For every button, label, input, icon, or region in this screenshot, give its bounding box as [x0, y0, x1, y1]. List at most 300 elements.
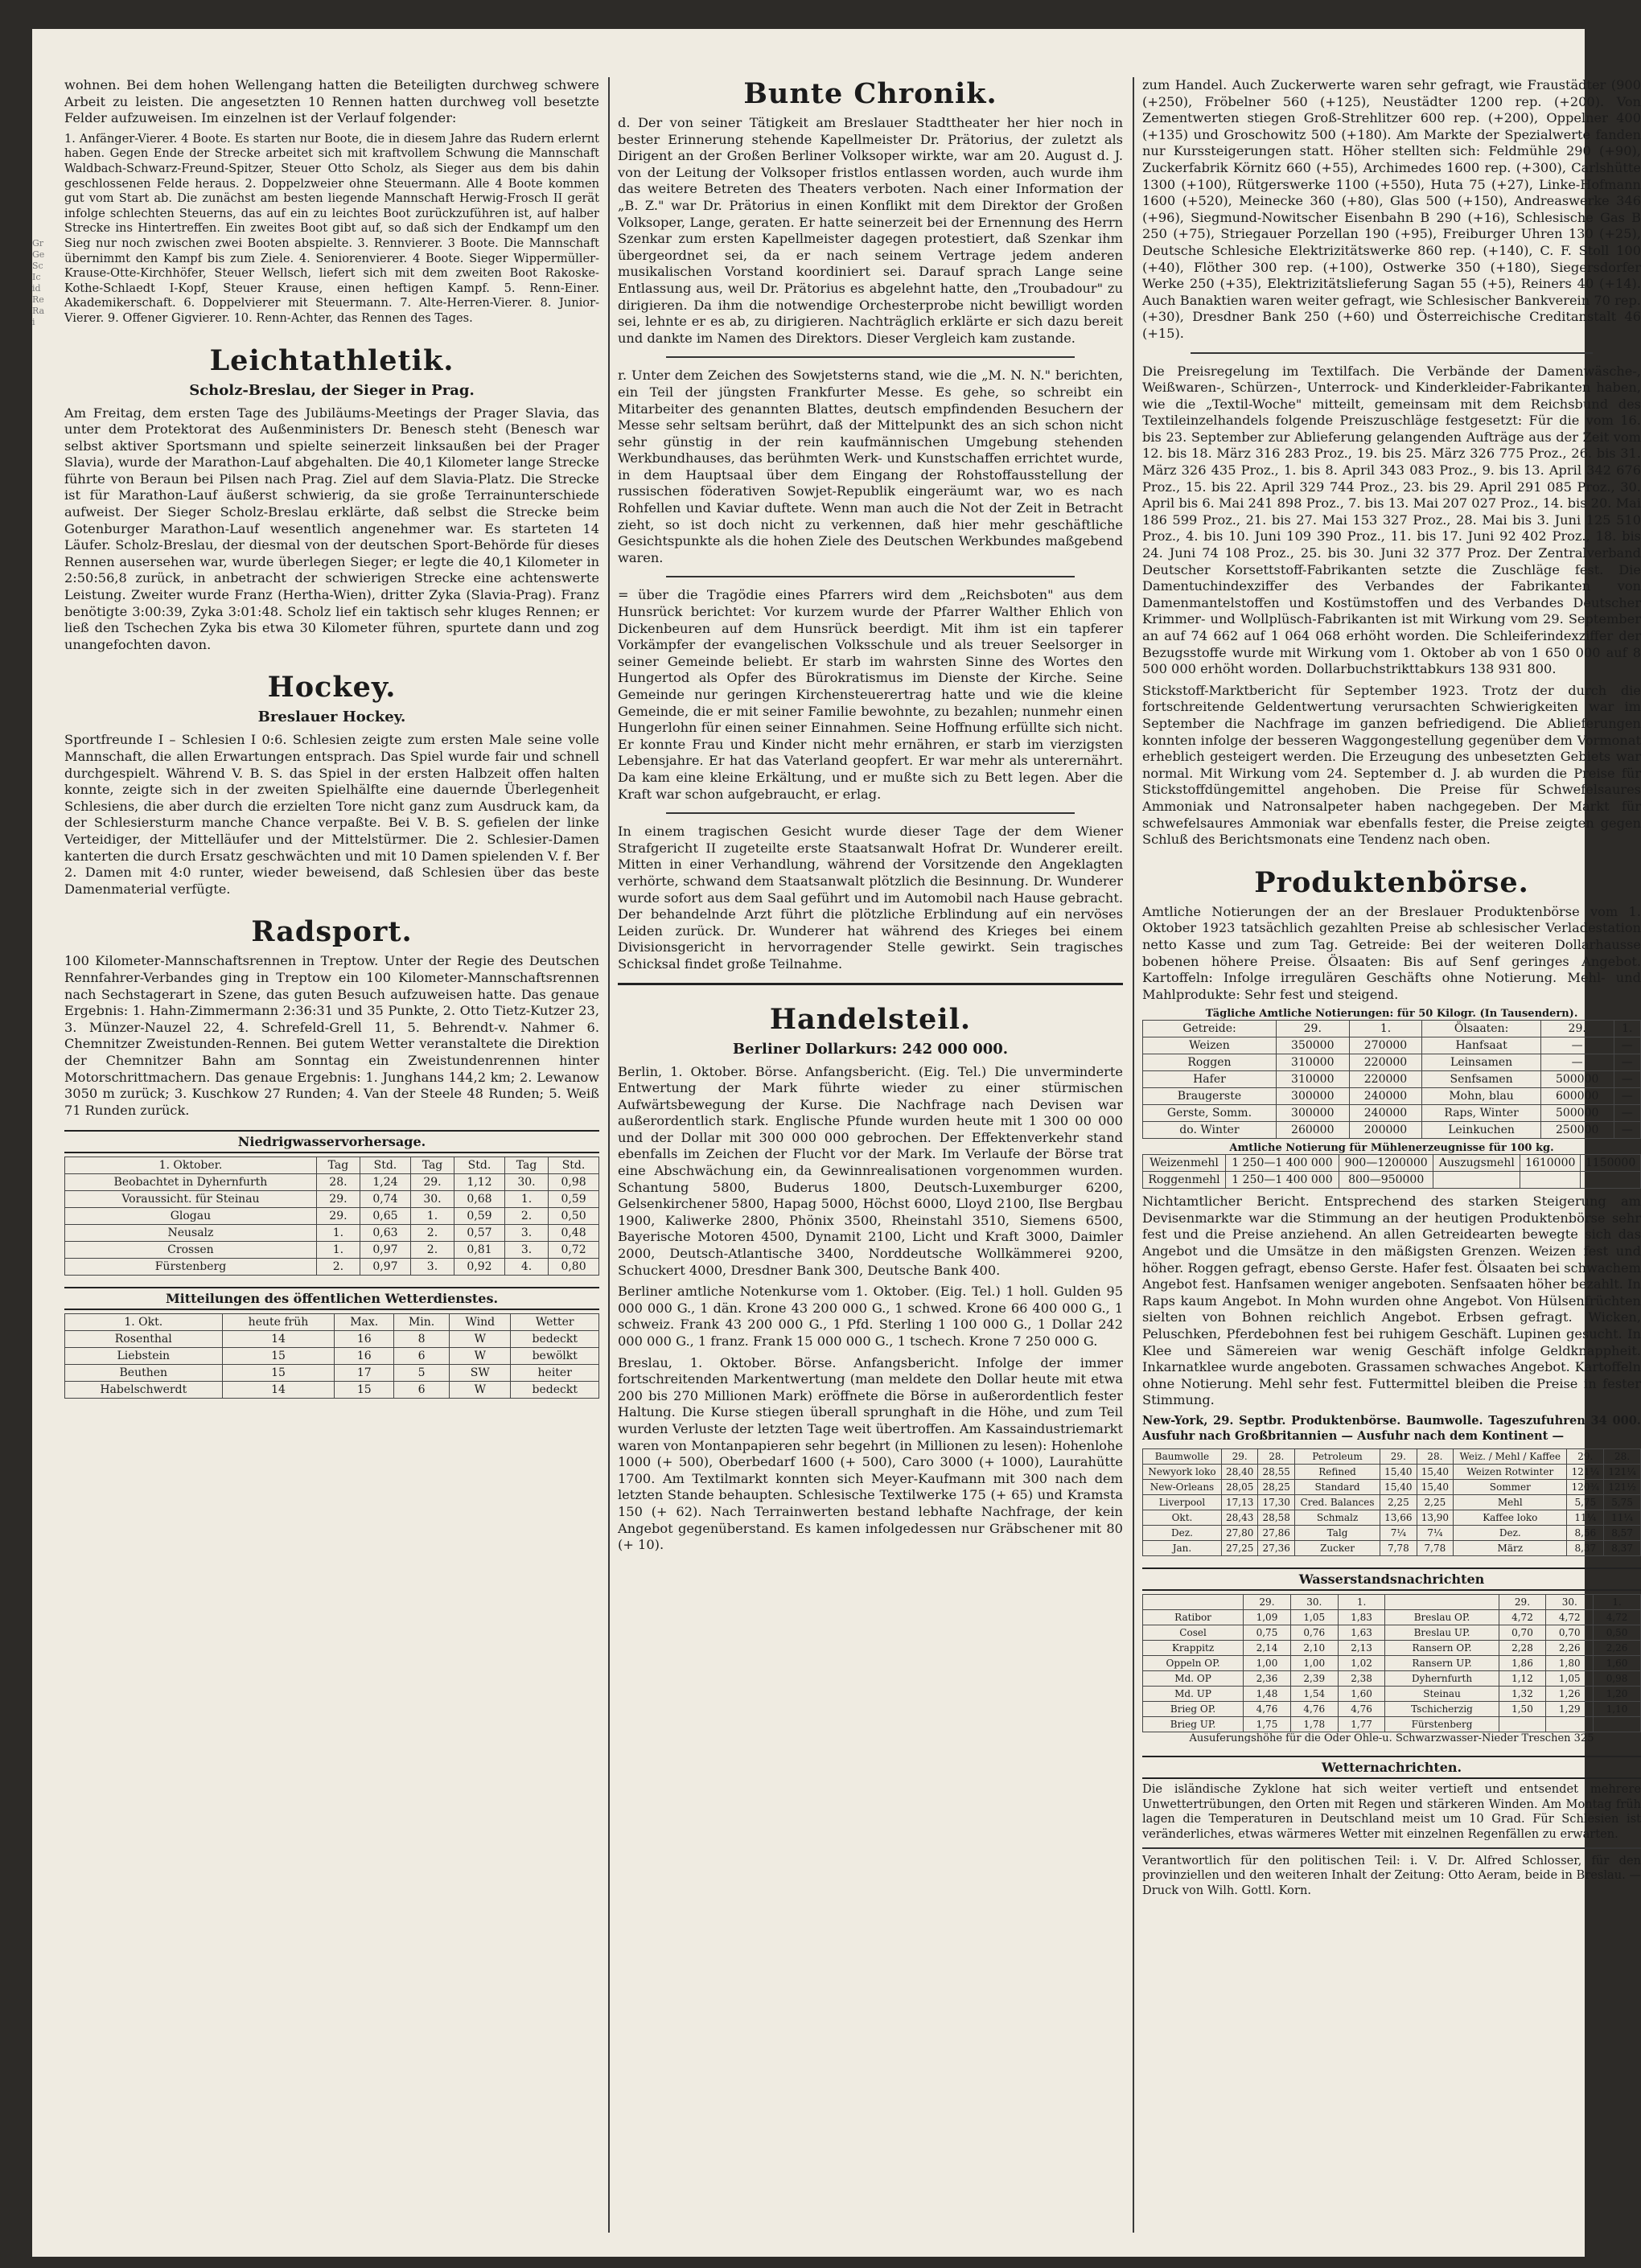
table-cell: 28.	[316, 1174, 360, 1191]
table-cell	[1499, 1717, 1546, 1732]
table-cell: 0,57	[454, 1225, 505, 1242]
table-row	[65, 1259, 599, 1276]
table-row	[1143, 1625, 1641, 1641]
table-cell: 300000	[1276, 1088, 1349, 1105]
table-cell: Refined	[1295, 1465, 1380, 1480]
table-cell: 15,40	[1417, 1480, 1454, 1495]
table-row	[1143, 1656, 1641, 1671]
table-header: Weiz. / Mehl / Kaffee	[1454, 1449, 1567, 1465]
column-rule	[1133, 77, 1134, 2233]
table-cell: Senfsamen	[1422, 1071, 1540, 1088]
table-header: 28.	[1417, 1449, 1454, 1465]
table-cell: 28,25	[1258, 1480, 1295, 1495]
table-cell: Jan.	[1143, 1541, 1222, 1556]
table-header: Wind	[450, 1314, 511, 1331]
table-cell: 121¼	[1567, 1465, 1604, 1480]
table-cell: 1 250—1 400 000	[1226, 1155, 1339, 1172]
table-muehlen	[1142, 1154, 1641, 1189]
table-cell: 0,59	[454, 1208, 505, 1225]
table-cell: 8,37	[1567, 1541, 1604, 1556]
table-header: Min.	[394, 1314, 450, 1331]
table-cell: Schmalz	[1295, 1510, 1380, 1526]
table-cell: 15	[335, 1382, 394, 1399]
table-row	[1143, 1071, 1641, 1088]
table-cell: 7,78	[1380, 1541, 1417, 1556]
table-cell: 1,00	[1244, 1656, 1291, 1671]
article-spezialwerte: zum Handel. Auch Zuckerwerte waren sehr gefragt, wie Fraustädter (900 (+250), Fröbelner 560 (+125), Neustädter 1200 rep. (+200). Von Zementwerten stiegen Groß-Strehlitzer 600 rep. (+200), Oppelner 400 (+135) und Groschowitz 500 (+180). Am Markte der Spezialwerte fanden nur Kurssteigerungen statt. Höher stellten sich: Feldmühle 290 (+90), Zuckerfabrik Körnitz 660 (+55), Archimedes 1600 rep. (+300), Carlshütte 1300 (+100), Rütgerswerke 1100 (+550), Huta 75 (+27), Linke-Hofmann 1600 (+520), Meinecke 360 (+80), Glas 500 (+150), Andreaswerke 346 (+96), Siegmund-Nowitscher Eisenbahn B 290 (+16), Schlesische Gas B 250 (+75), Striegauer Porzellan 190 (+95), Freiburger Uhren 130 (+25), Deutsche Schlesiche Elektrizitätswerke 860 rep. (+140), C. F. Stoll 100 (+40), Flöther 300 rep. (+100), Ostwerke 350 (+180), Siegersdorfer Werke 250 (+35), Elektrizitätslieferung Sagan 55 (+5), Reiners 40 (+14). Auch Banaktien waren weiter gefragt, wie Schlesischer Bankverein 70 rep. (+30), Dresdner Bank 250 (+60) und Österreichische Creditanstalt 46 (+15).	[1142, 77, 1641, 341]
table-cell: 1,50	[1499, 1702, 1546, 1717]
table-cell: 1,78	[1290, 1717, 1338, 1732]
table-cell: Cred. Balances	[1295, 1495, 1380, 1510]
table-cell: 0,80	[549, 1259, 599, 1276]
table-header: 28.	[1604, 1449, 1641, 1465]
table-cell: Gerste, Somm.	[1143, 1105, 1277, 1122]
table-cell: 3.	[504, 1225, 548, 1242]
table-cell: New-Orleans	[1143, 1480, 1222, 1495]
table-cell: 11¼	[1567, 1510, 1604, 1526]
binding-edge-text: Gr Ge Sc Ic id Re Ra i	[32, 238, 45, 327]
table-cell: Beobachtet in Dyhernfurth	[65, 1174, 317, 1191]
table-cell: 0,76	[1290, 1625, 1338, 1641]
table-cell: Brieg UP.	[1143, 1717, 1244, 1732]
table-header: 29.	[1221, 1449, 1258, 1465]
table-row	[1143, 1510, 1641, 1526]
table-cell: —	[1614, 1037, 1640, 1054]
table-cell: 7,78	[1417, 1541, 1454, 1556]
table-cell: Oppeln OP.	[1143, 1656, 1244, 1671]
table-row	[1143, 1465, 1641, 1480]
table-cell: 5,75	[1604, 1495, 1641, 1510]
table-cell: 0,98	[1594, 1671, 1641, 1687]
heading-bunte-chronik: Bunte Chronik.	[743, 77, 997, 110]
rowing-intro: wohnen. Bei dem hohen Wellengang hatten die Beteiligten durchweg schwere Arbeit zu leisten. Die angesetzten 10 Rennen hatten durchweg voll besetzte Felder aufzuweisen. Im einzelnen ist der Verlauf folgender:	[64, 77, 599, 126]
imprint: Verantwortlich für den politischen Teil: i. V. Dr. Alfred Schlosser, für den provinziellen und den weiteren Inhalt der Zeitung: Otto Aeram, beide in Breslau. — Druck von Wilh. Gottl. Korn.	[1142, 1853, 1641, 1897]
table-header: Tag	[316, 1157, 360, 1174]
table-cell	[1433, 1172, 1520, 1189]
table-header: Petroleum	[1295, 1449, 1380, 1465]
table-cell: 2,26	[1594, 1641, 1641, 1656]
table-cell: 0,50	[549, 1208, 599, 1225]
table-cell: —	[1614, 1071, 1640, 1088]
table-header: 30.	[1290, 1595, 1338, 1610]
table-cell: 28,05	[1221, 1480, 1258, 1495]
article-produkt: Amtliche Notierungen der an der Breslauer Produktenbörse vom 1. Oktober 1923 tatsächlich gezahlten Preise ab schlesischer Verladestation netto Kasse und zum Tag. Getreide: Bei der weiteren Dollarhausse bobenen höhere Preise. Ölsaaten: Bis auf Senf geringes Angebot. Kartoffeln: Infolge irregulären Geschäfts ohne Notierung. Mehl- und Mahlprodukte: Sehr fest und steigend.	[1142, 903, 1641, 1002]
notierung-title: Tägliche Amtliche Notierungen: für 50 Kilogr. (In Tausendern).	[1205, 1008, 1578, 1021]
table-row	[1143, 1671, 1641, 1687]
table-cell: 4,76	[1290, 1702, 1338, 1717]
table-cell: 0,70	[1499, 1625, 1546, 1641]
article-hockey: Sportfreunde I – Schlesien I 0:6. Schlesien zeigte zum ersten Male seine volle Mannschaft, die allen Erwartungen entsprach. Das Spiel wurde fair und schnell durchgespielt. Während V. B. S. das Spiel in der ersten Halbzeit offen halten konnte, zeigte sich in der zweiten Spielhälfte eine dauernde Überlegenheit Schlesiens, die aber durch die erzielten Tore nicht ganz zum Ausdruck kam, da der Schlesiersturm manche Chance verpaßte. Bei V. B. S. gefielen der linke Verteidiger, der Mittelläufer und der Mittelstürmer. Die 2. Schlesier-Damen kanterten die durch Ersatz geschwächten und mit 10 Damen spielenden V. f. Ber 2. Damen mit 4:0 runter, wieder beweisend, daß Schlesien über das beste Damenmaterial verfügte.	[64, 732, 599, 897]
table-header: 29.	[1540, 1021, 1614, 1037]
table-cell: 11¼	[1604, 1510, 1641, 1526]
table-cell: 29.	[316, 1191, 360, 1208]
table-header: 1.	[1338, 1595, 1385, 1610]
table-cell: 15,40	[1380, 1480, 1417, 1495]
table-cell: Leinkuchen	[1422, 1122, 1540, 1139]
table-cell: 13,90	[1417, 1510, 1454, 1526]
table-cell	[1581, 1172, 1641, 1189]
table-cell: 0,97	[360, 1259, 411, 1276]
table-row	[1143, 1037, 1641, 1054]
table-cell: Raps, Winter	[1422, 1105, 1540, 1122]
table-cell: 240000	[1349, 1088, 1422, 1105]
table-niedrigwasser	[64, 1157, 599, 1276]
table-header: 1. Okt.	[65, 1314, 223, 1331]
table-cell: 2,26	[1546, 1641, 1594, 1656]
table-cell: 7¼	[1417, 1526, 1454, 1541]
table-cell: 1,63	[1338, 1625, 1385, 1641]
table-cell: 1,48	[1244, 1687, 1291, 1702]
table-header: 1.	[1349, 1021, 1422, 1037]
table-row	[65, 1174, 599, 1191]
table-cell: 0,70	[1546, 1625, 1594, 1641]
table-cell: Md. OP	[1143, 1671, 1244, 1687]
table-row	[65, 1382, 599, 1399]
table-row	[1143, 1105, 1641, 1122]
table-cell: 350000	[1276, 1037, 1349, 1054]
table-cell: 29.	[316, 1208, 360, 1225]
table-cell: 17,13	[1221, 1495, 1258, 1510]
table-cell: 2,13	[1338, 1641, 1385, 1656]
table-cell: Crossen	[65, 1242, 317, 1259]
table-cell: Roggenmehl	[1143, 1172, 1226, 1189]
table-cell: 1.	[316, 1225, 360, 1242]
table-cell: 4,72	[1594, 1610, 1641, 1625]
article-sowjetstern: r. Unter dem Zeichen des Sowjetsterns stand, wie die „M. N. N." berichten, ein Teil der jüngsten Frankfurter Messe. Es gehe, so schreibt ein Mitarbeiter des genannten Blattes, deutsch empfindenden Besuchern der Messe sehr seltsam berührt, daß der Mittelpunkt des an sich schon nicht sehr günstig in der rein kaufmännischen Umgebung stehenden Werkbundhauses, das berühmten Werk- und Kunstschaffen errichtet wurde, in dem Hauptsaal über dem Eingang der Rohstoffausstellung der russischen föderativen Sowjet-Republik eingeräumt war, wo es nach Rohfellen und Kaviar duftete. Wenn man auch die Not der Zeit in Betracht zieht, so ist doch nicht zu verkennen, daß hier mehr geschäftliche Gesichtspunkte als die hohen Ziele des Deutschen Werkbundes maßgebend waren.	[618, 368, 1123, 565]
table-cell: 4,72	[1546, 1610, 1594, 1625]
table-cell	[1546, 1717, 1594, 1732]
table-cell: Ratibor	[1143, 1610, 1244, 1625]
table-cell: Rosenthal	[65, 1331, 223, 1348]
table-cell: 2,38	[1338, 1671, 1385, 1687]
table-row	[65, 1208, 599, 1225]
table-cell: 1,20	[1594, 1687, 1641, 1702]
table-header: Std.	[549, 1157, 599, 1174]
table-cell: 15	[222, 1348, 335, 1365]
heading-wasserstand: Wasserstandsnachrichten	[1142, 1567, 1641, 1591]
article-berlin-boerse: Berlin, 1. Oktober. Börse. Anfangsbericht. (Eig. Tel.) Die unverminderte Entwertung der Mark führte wieder zu einer stürmischen Aufwärtsbewegung der Kurse. Die Nachfrage nach Devisen war außerordentlich stark. Englische Pfunde wurden heute mit 1 300 00 000 und der Dollar mit 300 000 000 gebrochen. Der Effektenverkehr stand ebenfalls im Zeichen der Flucht vor der Mark. Im Verlaufe der Börse trat eine Abschwächung ein, da Gewinnrealisationen vorgenommen wurden. Schantung 5800, Buderus 1800, Deutsch-Luxemburger 6200, Gelsenkirchener 5800, Hapag 5000, Höchst 6000, Lloyd 2100, Ilse Bergbau 1900, Kaliwerke 2800, Phönix 3500, Rheinstahl 3510, Siemens 6500, Bayerische Motoren 4500, Dynamit 2100, Licht und Kraft 3000, Daimler 2000, Deutsch-Atlantische 3400, Norddeutsche Wollkämmerei 9200, Schuckert 4000, Dresdner Bank 300, Deutsche Bank 400.	[618, 1063, 1123, 1278]
table-cell: heiter	[511, 1365, 599, 1382]
table-cell: 2,25	[1417, 1495, 1454, 1510]
heading-produktenboerse: Produktenbörse.	[1254, 865, 1529, 899]
table-cell: 2.	[504, 1208, 548, 1225]
table-row	[1143, 1155, 1641, 1172]
table-cell: 5,75	[1567, 1495, 1604, 1510]
table-header: 29.	[1276, 1021, 1349, 1037]
table-header: Wetter	[511, 1314, 599, 1331]
table-row	[1143, 1480, 1641, 1495]
table-cell: 0,48	[549, 1225, 599, 1242]
table-cell: Voraussicht. für Steinau	[65, 1191, 317, 1208]
article-stickstoff: Stickstoff-Marktbericht für September 1923. Trotz der durch die fortschreitende Geldentwertung verursachten Schwierigkeiten war im September die Nachfrage im ganzen befriedigend. Die Ablieferungen konnten infolge der besseren Waggongestellung gegenüber dem Vormonat erheblich gesteigert werden. Die Erzeugung des unbesetzten Gebiets war normal. Mit Wirkung vom 24. September d. J. ab wurden die Preise für Stickstoffdüngemittel angehoben. Die Preise für Schwefelsaures Ammoniak und Natronsalpeter haben nachgegeben. Der Markt für schwefelsaures Ammoniak war ebenfalls fester, die Preise zeigten gegen Schluß des Berichtsmonats eine Tendenz nach oben.	[1142, 682, 1641, 848]
table-cell: 14	[222, 1331, 335, 1348]
table-header: heute früh	[222, 1314, 335, 1331]
wasserstand-footnote: Ausuferungshöhe für die Oder Ohle-u. Schwarzwasser-Nieder Treschen 325	[1189, 1732, 1594, 1745]
table-cell: 220000	[1349, 1054, 1422, 1071]
table-header: Baumwolle	[1143, 1449, 1222, 1465]
table-cell: 15	[222, 1365, 335, 1382]
table-cell: Kaffee loko	[1454, 1510, 1567, 1526]
table-cell: 27,86	[1258, 1526, 1295, 1541]
table-cell: Dez.	[1143, 1526, 1222, 1541]
table-cell: Newyork loko	[1143, 1465, 1222, 1480]
table-cell: 16	[335, 1348, 394, 1365]
column-sports	[64, 77, 599, 2233]
table-cell: 4,76	[1244, 1702, 1291, 1717]
table-cell: 500000	[1540, 1105, 1614, 1122]
table-cell: Dyhernfurth	[1385, 1671, 1499, 1687]
heading-hockey: Hockey.	[267, 671, 397, 705]
table-cell: 1,80	[1546, 1656, 1594, 1671]
table-cell: 0,98	[549, 1174, 599, 1191]
heading-handelsteil: Handelsteil.	[769, 1002, 972, 1036]
heading-wetterdienst: Mitteilungen des öffentlichen Wetterdienstes.	[64, 1287, 599, 1310]
article-notenkurse: Berliner amtliche Notenkurse vom 1. Oktober. (Eig. Tel.) 1 holl. Gulden 95 000 000 G., 1 dän. Krone 43 200 000 G., 1 schwed. Krone 66 400 000 G., 1 schweiz. Frank 43 200 000 G., 1 Pfd. Sterling 1 100 000 G., 1 Dollar 242 000 000 G., 1 franz. Frank 15 000 000 G., 1 tschech. Krone 7 250 000 G.	[618, 1284, 1123, 1349]
table-cell: 1.	[316, 1242, 360, 1259]
table-cell: 0,63	[360, 1225, 411, 1242]
table-header: 29.	[1499, 1595, 1546, 1610]
table-cell: 8,56	[1567, 1526, 1604, 1541]
table-newyork	[1142, 1448, 1641, 1556]
table-cell: Liebstein	[65, 1348, 223, 1365]
table-cell: 2,14	[1244, 1641, 1291, 1656]
article-praetorius: d. Der von seiner Tätigkeit am Breslauer Stadttheater her hier noch in bester Erinnerung stehende Kapellmeister Dr. Prätorius, der zuletzt als Dirigent an der Großen Berliner Volksoper wirkte, war am 20. August d. J. von der Leitung der Volksoper fristlos entlassen worden, auch wurde ihm das weitere Betreten des Theaters verboten. Nach einer Information der „B. Z." war Dr. Prätorius in einen Konflikt mit dem Direktor der Großen Volksoper, Lange, geraten. Er hatte seinerzeit bei der Ernennung des Herrn Szenkar zum ersten Kapellmeister dagegen protestiert, daß Szenkar ihm übergeordnet sei, da er nach seinem Vertrage jedem anderen musikalischen Vorstand koordiniert sei. Darauf sprach Lange seine Entlassung aus, weil Dr. Prätorius es abgelehnt hatte, den „Troubadour" zu dirigieren. Da ihm die notwendige Orchesterprobe nicht bewilligt worden sei, lehnte er es ab, zu dirigieren. Nachträglich erklärte er sich dazu bereit und dankte im Namen des Direktors. Dieser Vergleich kam zustande.	[618, 115, 1123, 346]
table-row	[1143, 1122, 1641, 1139]
table-row	[1143, 1687, 1641, 1702]
table-cell: 1,12	[454, 1174, 505, 1191]
table-row	[65, 1365, 599, 1382]
table-row	[65, 1348, 599, 1365]
heading-leichtathletik: Leichtathletik.	[209, 343, 454, 377]
table-cell: Beuthen	[65, 1365, 223, 1382]
table-cell: Tschicherzig	[1385, 1702, 1499, 1717]
article-nichtamtlich: Nichtamtlicher Bericht. Entsprechend des starken Steigerung am Devisenmarkte war die Stimmung an der heutigen Produktenbörse sehr fest und die Preise anziehend. An allen Getreidearten bewegte sich das Angebot und die Umsätze in den mäßigsten Grenzen. Weizen fest und höher. Roggen gefragt, ebenso Gerste. Hafer fest. Ölsaaten bei schwachem Angebot fest. Hanfsamen weniger angeboten. Senfsaaten höher bezahlt. In Raps kaum Angebot. In Mohn wurden ohne Angebot. Von Hülsenfrüchten sielten von Bohnen reichlich Angebot. Erbsen gefragt. Wicken, Peluschken, Pferdebohnen fest bei ruhigem Geschäft. Lupinen gesucht. In Klee und Sämereien war wenig Geschäft infolge Geldknappheit. Inkarnatklee wurde angeboten. Grassamen schwaches Angebot. Kartoffeln ohne Notierung. Mehl sehr fest. Futtermittel bleiben die Preise in fester Stimmung.	[1142, 1194, 1641, 1408]
subheading-breslauer-hockey: Breslauer Hockey.	[257, 709, 406, 726]
divider	[666, 576, 1075, 577]
table-header: 1.	[1594, 1595, 1641, 1610]
table-row	[1143, 1717, 1641, 1732]
table-row	[65, 1191, 599, 1208]
table-cell: 1,05	[1290, 1610, 1338, 1625]
table-cell: 1,86	[1499, 1656, 1546, 1671]
table-header: Ölsaaten:	[1422, 1021, 1540, 1037]
table-cell: 310000	[1276, 1054, 1349, 1071]
table-cell: bewölkt	[511, 1348, 599, 1365]
heading-wetternachrichten: Wetternachrichten.	[1142, 1756, 1641, 1779]
table-cell: 1.	[410, 1208, 454, 1225]
table-cell: 17	[335, 1365, 394, 1382]
table-header: Getreide:	[1143, 1021, 1277, 1037]
table-cell: 13,66	[1380, 1510, 1417, 1526]
table-cell: 2.	[410, 1225, 454, 1242]
table-cell: 27,80	[1221, 1526, 1258, 1541]
rowing-results: 1. Anfänger-Vierer. 4 Boote. Es starten nur Boote, die in diesem Jahre das Rudern erlernt haben. Gegen Ende der Strecke arbeitet sich mit kraftvollem Schwung die Mannschaft Waldbach-Schwarz-Freund-Spitzer, Steuer Otto Scholz, als Sieger aus dem bis dahin geschlossenen Felde heraus. 2. Doppelzweier ohne Steuermann. Alle 4 Boote kommen gut vom Start ab. Die zunächst am besten liegende Mannschaft Herwig-Frosch II gerät infolge schlechten Steuerns, das auf ein zu leichtes Boot zurückzuführen ist, auf halber Strecke ins Hintertreffen. Ein zweites Boot gibt auf, so daß sich der Endkampf um den Sieg nur noch zwischen zwei Booten abspielte. 3. Rennvierer. 3 Boote. Die Mannschaft übernimmt den Kampf bis zum Ziele. 4. Seniorenvierer. 4 Boote. Sieger Wippermüller-Krause-Otte-Kirchhöfer, Steuer Wellsch, liefert sich mit dem zweiten Boot Rakoske-Kothe-Schlaedt I-Kopf, Steuer Krause, einen heftigen Kampf. 5. Renn-Einer. Akademikerschaft. 6. Doppelvierer mit Steuermann. 7. Alte-Herren-Vierer. 8. Junior-Vierer. 9. Offener Gigvierer. 10. Renn-Achter, das Rennen des Tages.	[64, 131, 599, 325]
table-row	[65, 1225, 599, 1242]
table-row	[65, 1331, 599, 1348]
table-cell: 120¾	[1567, 1480, 1604, 1495]
table-cell: Fürstenberg	[65, 1259, 317, 1276]
table-cell: 28,55	[1258, 1465, 1295, 1480]
table-cell: 300000	[1276, 1105, 1349, 1122]
table-cell: 28,43	[1221, 1510, 1258, 1526]
table-cell: 3.	[504, 1242, 548, 1259]
table-cell: 1,77	[1338, 1717, 1385, 1732]
table-cell: Talg	[1295, 1526, 1380, 1541]
table-cell: 2,10	[1290, 1641, 1338, 1656]
table-cell: 2,36	[1244, 1671, 1291, 1687]
table-header: 29.	[1244, 1595, 1291, 1610]
table-header: Max.	[335, 1314, 394, 1331]
table-cell: —	[1614, 1122, 1640, 1139]
table-cell: bedeckt	[511, 1331, 599, 1348]
table-cell: Braugerste	[1143, 1088, 1277, 1105]
table-cell: 0,59	[549, 1191, 599, 1208]
table-cell: 6	[394, 1382, 450, 1399]
table-header: 29.	[1567, 1449, 1604, 1465]
article-wunderer: In einem tragischen Gesicht wurde dieser Tage der dem Wiener Strafgericht II zugeteilte erste Staatsanwalt Hofrat Dr. Wunderer ereilt. Mitten in einer Verhandlung, während der Vorsitzende den Angeklagten verhörte, schwand dem Staatsanwalt plötzlich die Besinnung. Dr. Wunderer wurde sofort aus dem Saal geführt und im Automobil nach Hause gebracht. Der behandelnde Arzt führt die plötzliche Erblindung auf ein nervöses Leiden zurück. Dr. Wunderer hat während des Krieges bei einem Divisionsgericht in hervorragender Stelle gewirkt. Sein tragisches Schicksal findet große Teilnahme.	[618, 824, 1123, 972]
table-cell: 30.	[410, 1191, 454, 1208]
newspaper-page	[32, 29, 1641, 2257]
table-cell: bedeckt	[511, 1382, 599, 1399]
table-cell: W	[450, 1348, 511, 1365]
newyork-title: New-York, 29. Septbr. Produktenbörse. Baumwolle. Tageszufuhren 34 000. Ausfuhr nach Großbritannien — Ausfuhr nach dem Kontinent —	[1142, 1414, 1641, 1443]
table-cell: —	[1614, 1088, 1640, 1105]
table-cell: 1,54	[1290, 1687, 1338, 1702]
table-cell: 800—950000	[1339, 1172, 1433, 1189]
table-cell: Standard	[1295, 1480, 1380, 1495]
table-cell: 4.	[504, 1259, 548, 1276]
table-cell: 1,32	[1499, 1687, 1546, 1702]
table-cell: 0,75	[1244, 1625, 1291, 1641]
table-header: 1. Oktober.	[65, 1157, 317, 1174]
table-header: 1.	[1614, 1021, 1640, 1037]
table-cell: 0,92	[454, 1259, 505, 1276]
table-cell: 1,83	[1338, 1610, 1385, 1625]
table-cell: 6	[394, 1348, 450, 1365]
table-cell: 4,76	[1338, 1702, 1385, 1717]
table-cell: 1,60	[1338, 1687, 1385, 1702]
table-cell: W	[450, 1331, 511, 1348]
table-cell: 1,24	[360, 1174, 411, 1191]
table-row	[1143, 1526, 1641, 1541]
table-header: Std.	[360, 1157, 411, 1174]
table-cell: 2,39	[1290, 1671, 1338, 1687]
table-header: Std.	[454, 1157, 505, 1174]
divider	[1142, 1847, 1641, 1849]
table-cell: 900—1200000	[1339, 1155, 1433, 1172]
table-cell: 17,30	[1258, 1495, 1295, 1510]
table-cell: Weizen	[1143, 1037, 1277, 1054]
table-cell: Neusalz	[65, 1225, 317, 1242]
divider	[618, 983, 1123, 985]
table-cell: 27,36	[1258, 1541, 1295, 1556]
article-marathon: Am Freitag, dem ersten Tage des Jubiläums-Meetings der Prager Slavia, das unter dem Protektorat des Außenministers Dr. Benesch steht (Benesch war selbst aktiver Sportsmann und spielte seinerzeit linksaußen bei der Prager Slavia), wurde der Marathon-Lauf abgehalten. Die 40,1 Kilometer lange Strecke führte von Beraun bei Pilsen nach Prag. Ziel auf dem Slavia-Platz. Die Strecke ist für Marathon-Lauf äußerst schwierig, da sie große Terrainunterschiede aufweist. Der Sieger Scholz-Breslau erklärte, daß selbst die Strecke beim Gotenburger Marathon-Lauf wesentlich angenehmer war. Es starteten 14 Läufer. Scholz-Breslau, der diesmal von der deutschen Sport-Behörde für dieses Rennen ausersehen war, wurde überlegen Sieger; er legte die 40,1 Kilometer in 2:50:56,8 zurück, in anbetracht der schwierigen Strecke eine achtenswerte Leistung. Zweiter wurde Franz (Hertha-Wien), dritter Zyka (Slavia-Prag). Franz benötigte 3:00:39, Zyka 3:01:48. Scholz lief ein taktisch sehr kluges Rennen; er ließ den Tschechen Zyka bis etwa 30 Kilometer führen, spurtete dann und zog unangefochten davon.	[64, 405, 599, 652]
table-cell: Brieg OP.	[1143, 1702, 1244, 1717]
column-chronik-handel	[618, 77, 1123, 2233]
table-row	[1143, 1702, 1641, 1717]
table-cell: 7¼	[1380, 1526, 1417, 1541]
table-cell: Hanfsaat	[1422, 1037, 1540, 1054]
table-cell: Liverpool	[1143, 1495, 1222, 1510]
table-cell: 121¼	[1604, 1465, 1641, 1480]
table-cell: W	[450, 1382, 511, 1399]
table-cell: 1,00	[1290, 1656, 1338, 1671]
table-cell: Steinau	[1385, 1687, 1499, 1702]
table-cell: 28,40	[1221, 1465, 1258, 1480]
table-cell: Fürstenberg	[1385, 1717, 1499, 1732]
table-row	[1143, 1172, 1641, 1189]
table-cell: Mohn, blau	[1422, 1088, 1540, 1105]
table-cell: Habelschwerdt	[65, 1382, 223, 1399]
table-cell: 4,72	[1499, 1610, 1546, 1625]
table-cell: 15,40	[1417, 1465, 1454, 1480]
table-cell: —	[1540, 1054, 1614, 1071]
dollar-rate: Berliner Dollarkurs: 242 000 000.	[732, 1040, 1009, 1058]
table-cell: Hafer	[1143, 1071, 1277, 1088]
table-row	[65, 1242, 599, 1259]
table-cell: 1,05	[1546, 1671, 1594, 1687]
table-cell: —	[1614, 1105, 1640, 1122]
table-cell: Breslau OP.	[1385, 1610, 1499, 1625]
table-header: 30.	[1546, 1595, 1594, 1610]
table-cell: 8,37	[1604, 1541, 1641, 1556]
table-row	[1143, 1495, 1641, 1510]
table-cell: Dez.	[1454, 1526, 1567, 1541]
article-textil: Die Preisregelung im Textilfach. Die Verbände der Damenwäsche-, Weißwaren-, Schürzen-, Unterrock- und Kinderkleider-Fabrikanten haben, wie die „Textil-Woche" mitteilt, gemeinsam mit dem Reichsbund des Textileinzelhandels folgende Preiszuschläge festgesetzt: Für die vom 16. bis 23. September zur Ablieferung gelangenden Aufträge aus der Zeit vom 12. bis 18. März 316 283 Proz., 19. bis 25. März 326 775 Proz., 26. bis 31. März 326 435 Proz., 1. bis 8. April 343 083 Proz., 9. bis 13. April 342 676 Proz., 15. bis 22. April 329 744 Proz., 23. bis 29. April 291 085 Proz., 30. April bis 6. Mai 241 898 Proz., 7. bis 13. Mai 207 027 Proz., 14. bis 20. Mai 186 599 Proz., 21. bis 27. Mai 153 327 Proz., 28. Mai bis 3. Juni 125 510 Proz., 4. bis 10. Juni 109 390 Proz., 11. bis 17. Juni 92 402 Proz., 18. bis 24. Juni 74 108 Proz., 25. bis 30. Juni 32 377 Proz. Der Zentralverband Deutscher Korsettstoff-Fabrikanten setzte die Zuschläge fest. Die Damentuchindexziffer des Verbandes der Fabrikanten von Damenmantelstoffen und Kostümstoffen und des Verbandes Deutscher Krimmer- und Wollplüsch-Fabrikanten ist mit Wirkung vom 29. September an auf 74 662 auf 1 064 068 erhöht worden. Die Schleiferindexziffer der Bezugsstoffe wurde mit Wirkung vom 1. Oktober ab von 1 650 000 auf 8 500 000 erhöht worden. Dollarbuchstrikttabkurs 138 931 800.	[1142, 363, 1641, 677]
article-radsport: 100 Kilometer-Mannschaftsrennen in Treptow. Unter der Regie des Deutschen Rennfahrer-Verbandes ging in Treptow ein 100 Kilometer-Mannschaftsrennen nach Sechstagerart in Szene, das guten Besuch aufzuweisen hatte. Das genaue Ergebnis: 1. Hahn-Zimmermann 2:36:31 und 35 Punkte, 2. Otto Tietz-Kutzer 23, 3. Münzer-Nauzel 22, 4. Schrefeld-Grell 11, 5. Behrendt-v. Nahmer 6. Chemnitzer Zweistunden-Rennen. Bei gutem Wetter veranstaltete die Direktion der Chemnitzer Bahn am Sonntag ein Zweistundenrennen hinter Motorschrittmachern. Das genaue Ergebnis: 1. Junghans 144,2 km; 2. Lewanow 3050 m zurück; 3. Kuschkow 27 Runden; 4. Van der Steele 48 Runden; 5. Weiß 71 Runden zurück.	[64, 953, 599, 1118]
table-cell: 30.	[504, 1174, 548, 1191]
table-cell: Zucker	[1295, 1541, 1380, 1556]
table-cell: 0,97	[360, 1242, 411, 1259]
table-cell: 2,25	[1380, 1495, 1417, 1510]
table-cell: Ransern OP.	[1385, 1641, 1499, 1656]
table-cell: 0,50	[1594, 1625, 1641, 1641]
table-row	[1143, 1641, 1641, 1656]
table-cell: 0,65	[360, 1208, 411, 1225]
table-cell: Roggen	[1143, 1054, 1277, 1071]
table-cell: 27,25	[1221, 1541, 1258, 1556]
table-cell: 0,81	[454, 1242, 505, 1259]
table-cell: 0,72	[549, 1242, 599, 1259]
table-cell: 250000	[1540, 1122, 1614, 1139]
table-cell: Glogau	[65, 1208, 317, 1225]
article-pfarrer: = über die Tragödie eines Pfarrers wird dem „Reichsboten" aus dem Hunsrück berichtet: Vor kurzem wurde der Pfarrer Walther Ehlich von Dickenbeuren auf dem Hunsrück beerdigt. Mit ihm ist ein tapferer Vorkämpfer der evangelischen Volksschule und als treuer Seelsorger in seiner Gemeinde beliebt. Er starb im wahrsten Sinne des Wortes den Hungertod als Opfer des Bürokratismus im Dienste der Kirche. Seine Gemeinde nur geringen Kirchensteuerertrag hatte und wie die kleine Gemeinde, die er mit seiner Familie bewohnte, zu bezahlen; nunmehr einen Hungerlohn für einen seiner Einnahmen. Seine Hoffnung erfüllte sich nicht. Er konnte Frau und Kinder nicht mehr ernähren, er starb im vierzigsten Lebensjahre. Er hat das Vaterland geopfert. Er war mehr als unterernährt. Da kam eine kleine Erkältung, und er mußte sich zu Bett legen. Aber die Kraft war schon aufgebraucht, er erlag.	[618, 587, 1123, 802]
table-cell: 260000	[1276, 1122, 1349, 1139]
column-markets	[1142, 77, 1641, 2233]
table-cell: Breslau UP.	[1385, 1625, 1499, 1641]
muehlen-title: Amtliche Notierung für Mühlenerzeugnisse für 100 kg.	[1229, 1142, 1554, 1155]
table-cell: Okt.	[1143, 1510, 1222, 1526]
table-cell: 1,12	[1499, 1671, 1546, 1687]
table-cell: Krappitz	[1143, 1641, 1244, 1656]
table-cell: 1,60	[1594, 1656, 1641, 1671]
table-cell: 28,58	[1258, 1510, 1295, 1526]
table-wetterdienst	[64, 1313, 599, 1399]
table-cell: 3.	[410, 1259, 454, 1276]
divider	[666, 812, 1075, 814]
table-cell: 2.	[316, 1259, 360, 1276]
table-cell: Cosel	[1143, 1625, 1244, 1641]
table-header	[1385, 1595, 1499, 1610]
subheading-scholz: Scholz-Breslau, der Sieger in Prag.	[189, 381, 475, 399]
table-header: 28.	[1258, 1449, 1295, 1465]
table-cell: Ransern UP.	[1385, 1656, 1499, 1671]
table-cell: 1,75	[1244, 1717, 1291, 1732]
table-header: Tag	[504, 1157, 548, 1174]
table-cell: 220000	[1349, 1071, 1422, 1088]
table-cell: 0,68	[454, 1191, 505, 1208]
table-cell: 1610000	[1520, 1155, 1581, 1172]
